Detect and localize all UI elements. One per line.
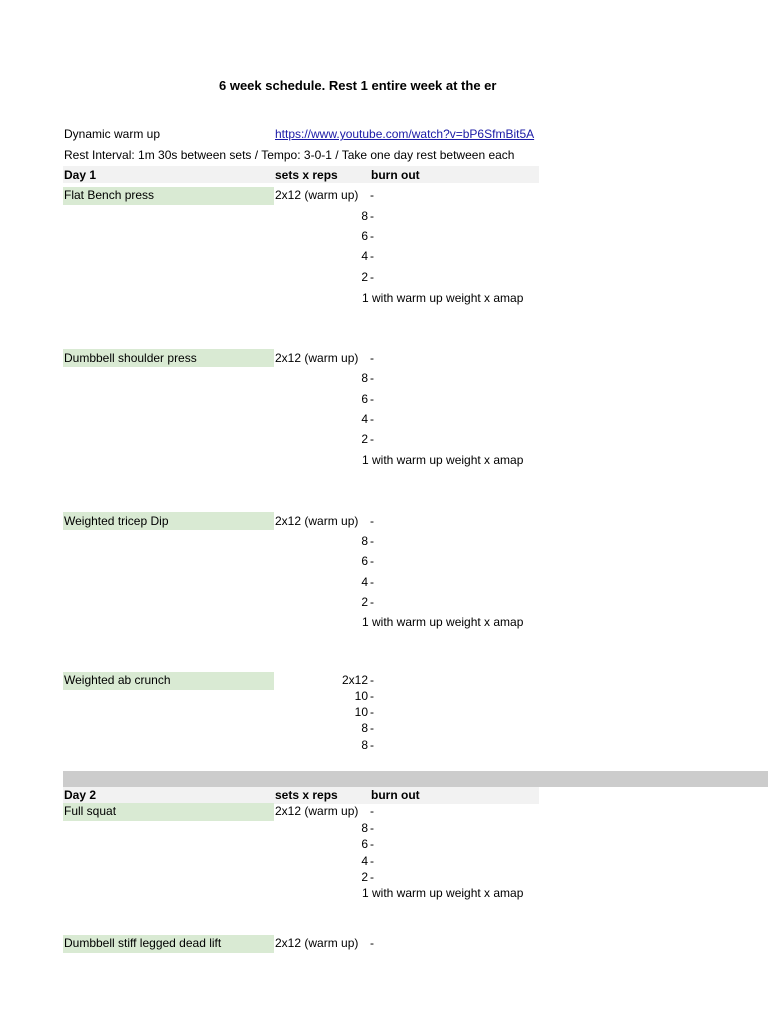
reps-value: 4	[361, 249, 368, 263]
day-separator	[63, 771, 768, 787]
reps-value: 8	[361, 534, 368, 548]
reps-value: 2	[361, 870, 368, 884]
exercise-shoulder-press: Dumbbell shoulder press	[64, 351, 197, 365]
reps-value: 4	[361, 854, 368, 868]
dash: -	[370, 689, 374, 703]
reps-value: 6	[361, 229, 368, 243]
dash: -	[370, 534, 374, 548]
reps-value: 6	[361, 392, 368, 406]
dash: -	[370, 229, 374, 243]
reps-value: 6	[361, 837, 368, 851]
dash: -	[370, 936, 374, 950]
reps-value: 6	[361, 554, 368, 568]
dash: -	[370, 575, 374, 589]
dash: -	[370, 804, 374, 818]
warmup-label: Dynamic warm up	[64, 127, 161, 141]
final-set: 1 with warm up weight x amap	[362, 453, 524, 467]
dash: -	[370, 371, 374, 385]
dash: -	[370, 392, 374, 406]
dash: -	[370, 249, 374, 263]
dash: -	[370, 673, 374, 687]
reps-value: 2	[361, 595, 368, 609]
sets-reps-header: sets x reps	[275, 788, 338, 802]
warm-up-set: 2x12 (warm up)	[275, 188, 359, 202]
dash: -	[370, 837, 374, 851]
dash: -	[370, 412, 374, 426]
reps-value: 2	[361, 270, 368, 284]
final-set: 1 with warm up weight x amap	[362, 615, 524, 629]
day1-label: Day 1	[64, 168, 97, 182]
final-set: 1 with warm up weight x amap	[362, 291, 524, 305]
reps-value: 8	[361, 821, 368, 835]
dash: -	[370, 821, 374, 835]
warm-up-set: 2x12 (warm up)	[275, 351, 359, 365]
page-title: 6 week schedule. Rest 1 entire week at the er	[219, 78, 497, 93]
reps-value: 4	[361, 412, 368, 426]
reps-value: 8	[361, 721, 368, 735]
exercise-full-squat: Full squat	[64, 804, 117, 818]
sets-reps-header: sets x reps	[275, 168, 338, 182]
warm-up-set: 2x12 (warm up)	[275, 936, 359, 950]
reps-value: 10	[354, 689, 368, 703]
dash: -	[370, 554, 374, 568]
final-set: 1 with warm up weight x amap	[362, 886, 524, 900]
dash: -	[370, 721, 374, 735]
warmup-link[interactable]: https://www.youtube.com/watch?v=bP6SfmBit5A	[275, 127, 535, 141]
exercise-tricep-dip: Weighted tricep Dip	[64, 514, 169, 528]
dash: -	[370, 188, 374, 202]
reps-value: 2	[361, 432, 368, 446]
exercise-ab-crunch: Weighted ab crunch	[64, 673, 171, 687]
warm-up-set: 2x12 (warm up)	[275, 514, 359, 528]
dash: -	[370, 870, 374, 884]
dash: -	[370, 854, 374, 868]
dash: -	[370, 270, 374, 284]
exercise-flat-bench: Flat Bench press	[64, 188, 155, 202]
dash: -	[370, 595, 374, 609]
day2-label: Day 2	[64, 788, 97, 802]
rest-interval-note: Rest Interval: 1m 30s between sets / Tempo: 3-0-1 / Take one day rest between each	[64, 148, 515, 162]
reps-value: 8	[361, 209, 368, 223]
dash: -	[370, 738, 374, 752]
reps-value: 8	[361, 738, 368, 752]
burn-out-header: burn out	[371, 788, 420, 802]
reps-value: 10	[354, 705, 368, 719]
dash: -	[370, 514, 374, 528]
dash: -	[370, 209, 374, 223]
exercise-stiff-legged-dead-lift: Dumbbell stiff legged dead lift	[64, 936, 222, 950]
reps-value: 2x12	[341, 673, 368, 687]
dash: -	[370, 351, 374, 365]
dash: -	[370, 432, 374, 446]
warm-up-set: 2x12 (warm up)	[275, 804, 359, 818]
dash: -	[370, 705, 374, 719]
reps-value: 8	[361, 371, 368, 385]
burn-out-header: burn out	[371, 168, 420, 182]
reps-value: 4	[361, 575, 368, 589]
